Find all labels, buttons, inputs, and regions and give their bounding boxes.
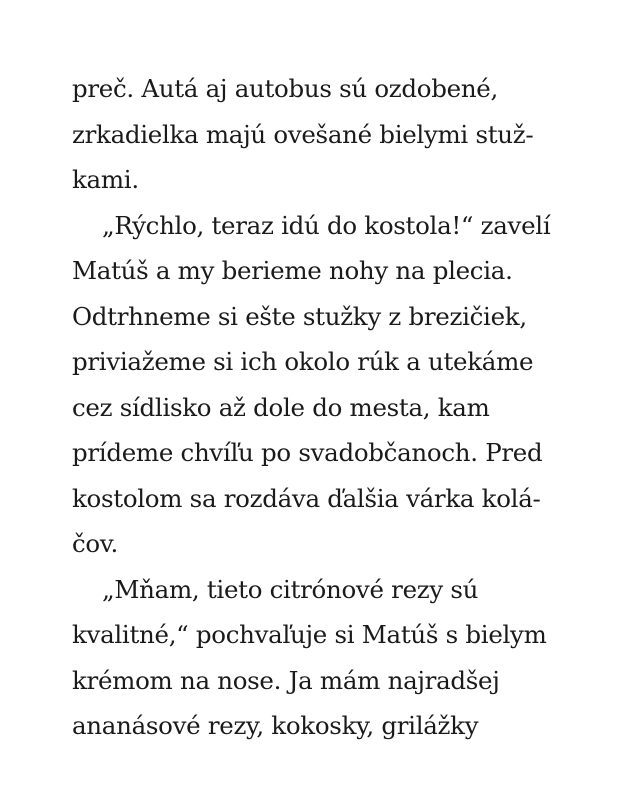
text-line: čov.	[72, 529, 118, 558]
text-line: kostolom sa rozdáva ďalšia várka kolá-	[72, 483, 541, 513]
text-line: „Rýchlo, teraz idú do kostola!“ zavelí	[102, 210, 551, 240]
text-line: krémom na nose. Ja mám najradšej	[72, 665, 500, 695]
book-page	[72, 66, 592, 749]
text-line: prídeme chvíľu po svadobčanoch. Pred	[72, 438, 543, 467]
text-line: preč. Autá aj autobus sú ozdobené,	[72, 74, 498, 103]
text-line: ananásové rezy, kokosky, grilážky	[72, 711, 479, 740]
text-line: „Mňam, tieto citrónové rezy sú	[102, 574, 479, 604]
text-line: Matúš a my berieme nohy na plecia.	[72, 256, 513, 285]
text-line: priviažeme si ich okolo rúk a utekáme	[72, 347, 534, 376]
text-line: kvalitné,“ pochvaľuje si Matúš s bielym	[72, 620, 547, 649]
text-line: cez sídlisko až dole do mesta, kam	[72, 392, 490, 422]
text-line: zrkadielka majú ovešané bielymi stuž-	[72, 119, 534, 149]
text-line: Odtrhneme si ešte stužky z brezičiek,	[72, 301, 527, 331]
text-line: kami.	[72, 165, 139, 194]
